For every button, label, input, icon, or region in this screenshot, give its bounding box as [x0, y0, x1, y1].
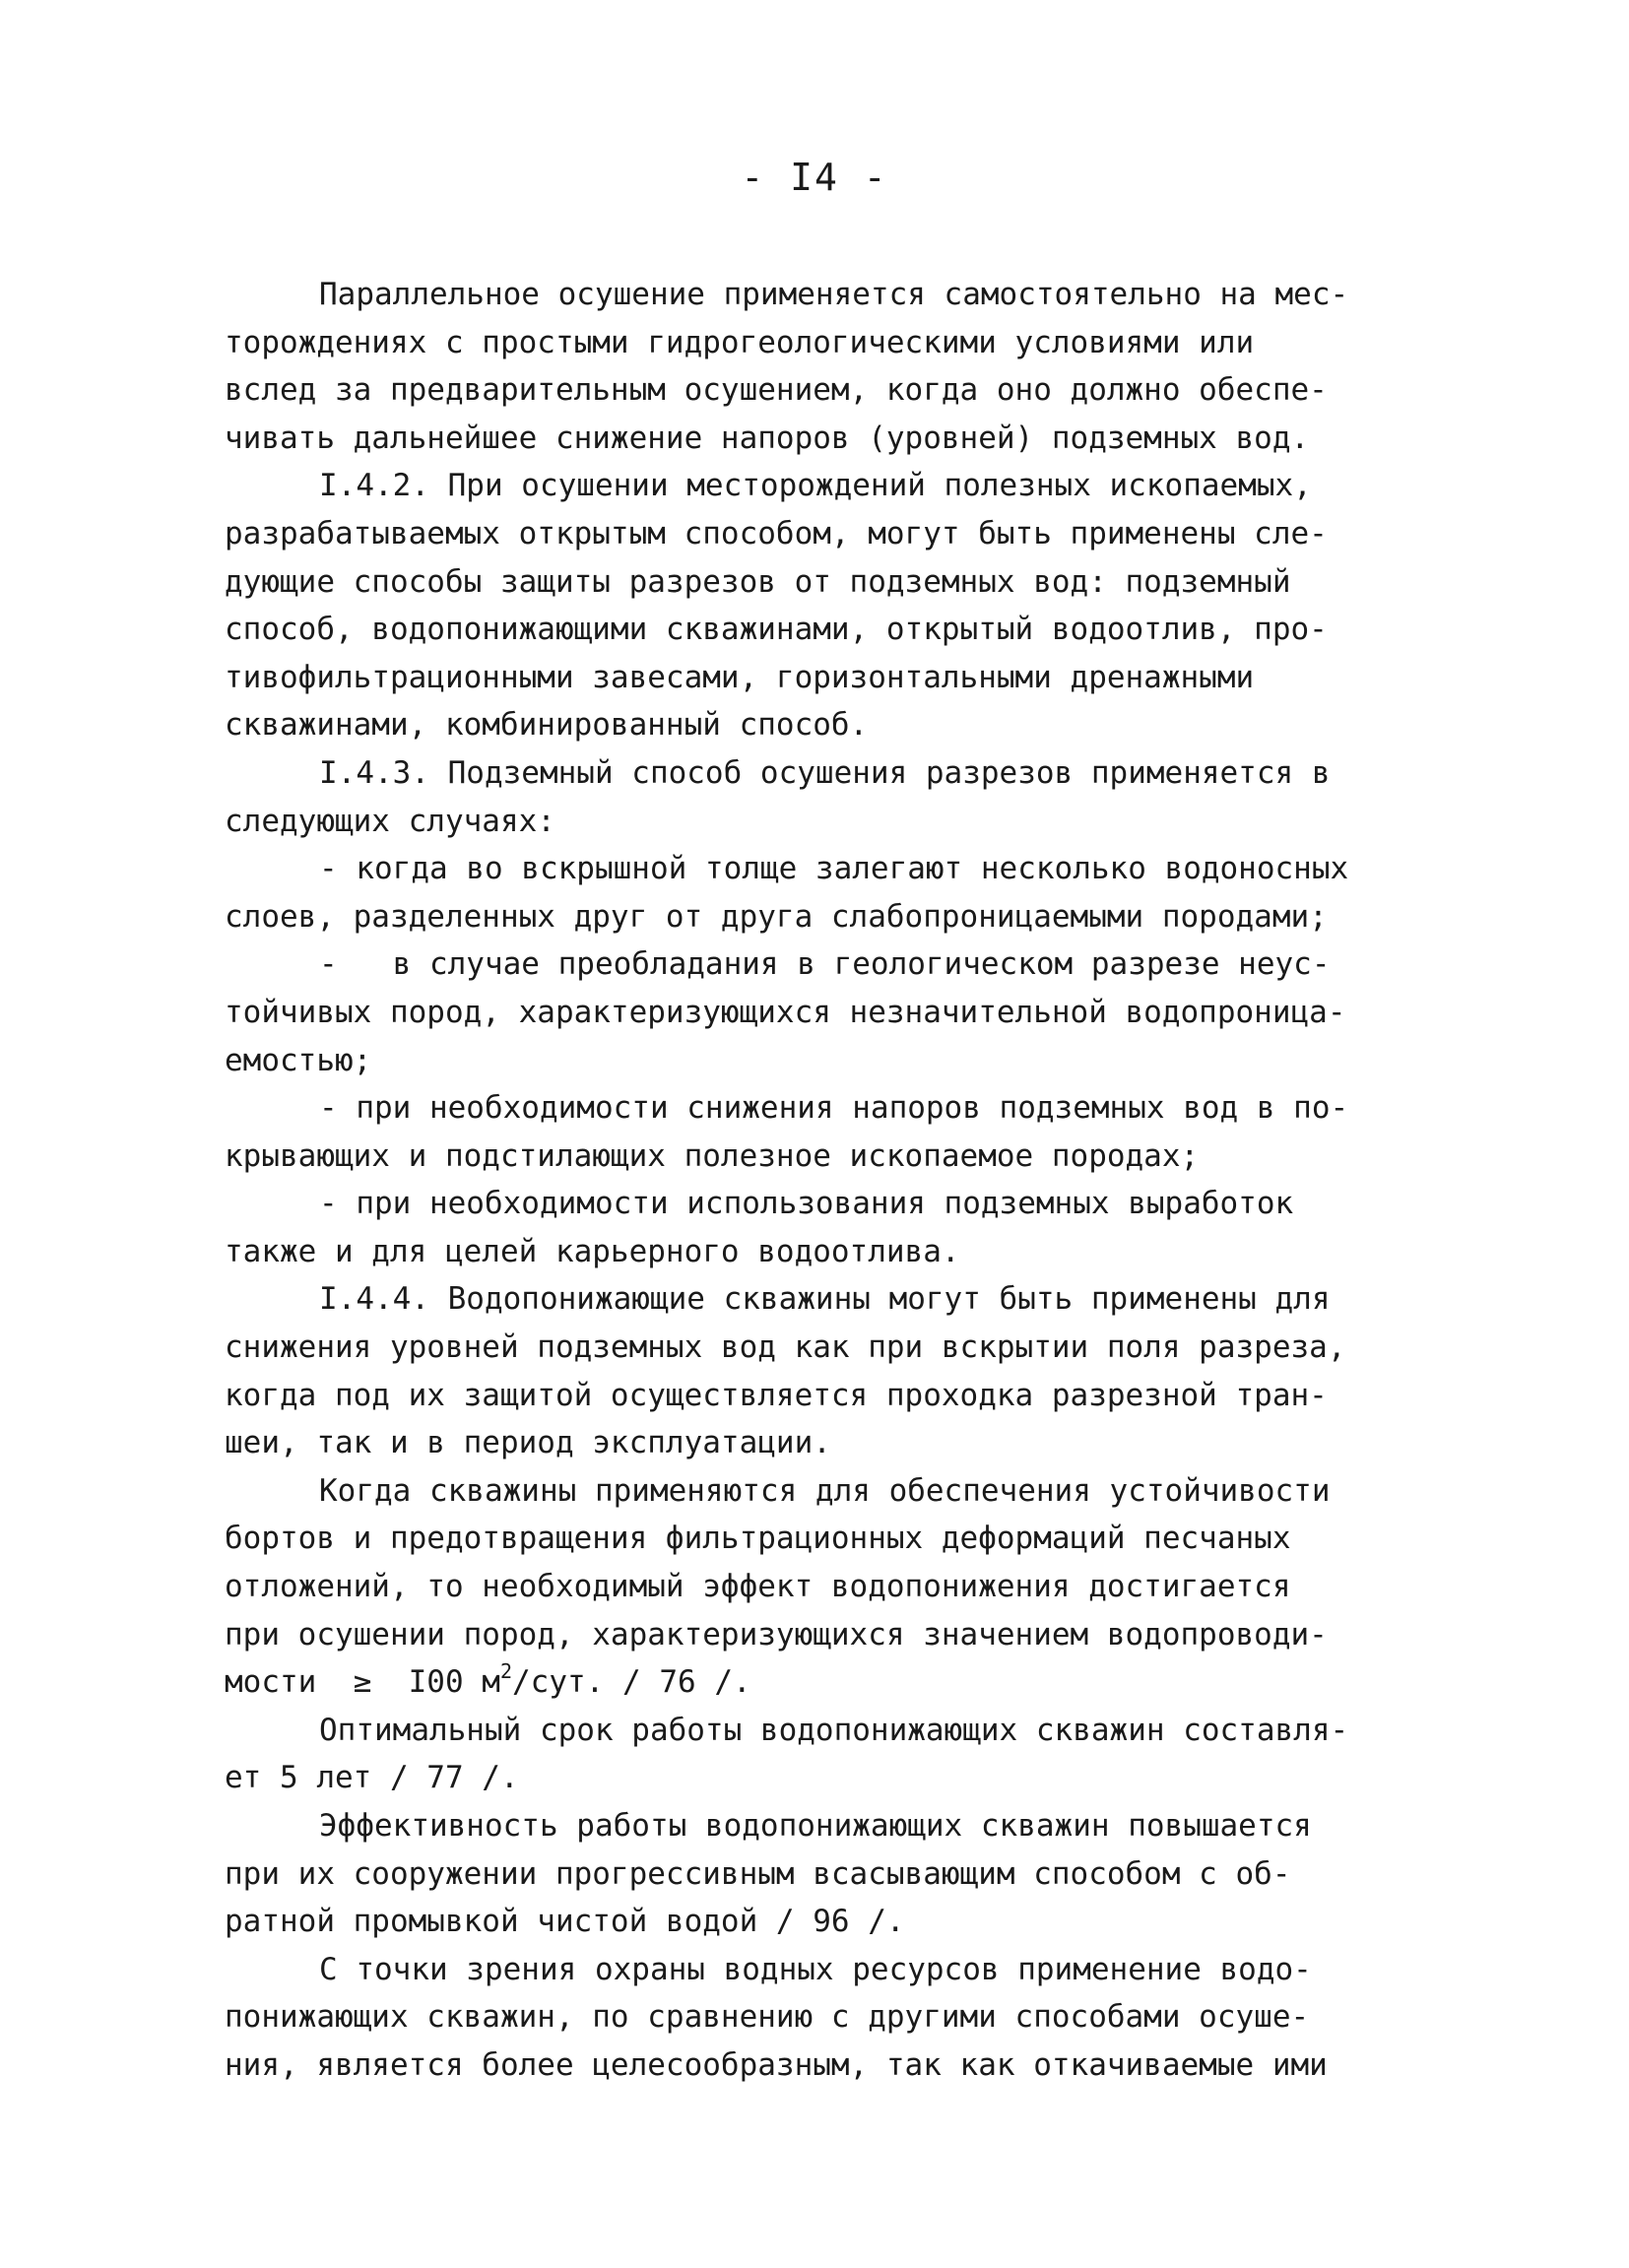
text-line: следующих случаях:	[225, 803, 555, 839]
text-line: крывающих и подстилающих полезное ископаемое породах;	[225, 1137, 1200, 1174]
text-line: при осушении пород, характеризующихся значением водопроводи-	[225, 1616, 1328, 1652]
text-line: ратной промывкой чистой водой / 96 /.	[225, 1904, 905, 1940]
body-text	[225, 271, 1416, 2090]
text-line: - в случае преобладания в геологическом разрезе неус-	[319, 946, 1331, 983]
text-line: бортов и предотвращения фильтрационных деформаций песчаных	[225, 1521, 1291, 1557]
text-line: ет 5 лет / 77 /.	[225, 1760, 519, 1796]
text-line: - при необходимости использования подземных выработок	[319, 1186, 1294, 1222]
text-line: - когда во вскрышной толще залегают несколько водоносных	[319, 851, 1349, 887]
text-line: торождениях с простыми гидрогеологическими условиями или	[225, 324, 1255, 360]
text-line: чивать дальнейшее снижение напоров (уровней) подземных вод.	[225, 420, 1310, 456]
text-line: Параллельное осушение применяется самостоятельно на мес-	[319, 277, 1349, 312]
text-line: когда под их защитой осуществляется проходка разрезной тран-	[225, 1377, 1328, 1413]
text-line-formula	[225, 1658, 1416, 1707]
text-line: при их сооружении прогрессивным всасывающим способом с об-	[225, 1855, 1291, 1892]
text-line: шеи, так и в период эксплуатации.	[225, 1425, 831, 1461]
text-line: дующие способы защиты разрезов от подземных вод: подземный	[225, 563, 1291, 600]
text-line: Когда скважины применяются для обеспечения устойчивости	[319, 1472, 1331, 1509]
formula-text-unit: /сут. / 76 /.	[512, 1664, 751, 1701]
text-line: С точки зрения охраны водных ресурсов применение водо-	[319, 1951, 1312, 1987]
text-line: тойчивых пород, характеризующихся незначительной водопроница-	[225, 994, 1346, 1030]
text-line: снижения уровней подземных вод как при вскрытии поля разреза,	[225, 1329, 1346, 1366]
text-line: емостью;	[225, 1042, 372, 1078]
text-line: тивофильтрационными завесами, горизонтальными дренажными	[225, 659, 1255, 695]
text-line: слоев, разделенных друг от друга слабопроницаемыми породами;	[225, 898, 1328, 935]
text-line: вслед за предварительным осушением, когда оно должно обеспе-	[225, 372, 1328, 409]
text-line: I.4.4. Водопонижающие скважины могут быть применены для	[319, 1281, 1331, 1318]
text-line: отложений, то необходимый эффект водопонижения достигается	[225, 1569, 1291, 1605]
text-line: Эффективность работы водопонижающих скважин повышается	[319, 1808, 1312, 1844]
text-line: - при необходимости снижения напоров подземных вод в по-	[319, 1090, 1349, 1127]
formula-text: мости ≥ I00 м	[225, 1664, 500, 1701]
text-line: ния, является более целесообразным, так как откачиваемые ими	[225, 2046, 1328, 2083]
superscript-exponent: 2	[499, 1659, 513, 1684]
text-line: разрабатываемых открытым способом, могут быть применены сле-	[225, 515, 1328, 551]
text-line: I.4.3. Подземный способ осушения разрезов применяется в	[319, 754, 1331, 791]
text-line: I.4.2. При осушении месторождений полезных ископаемых,	[319, 468, 1312, 504]
text-line: понижающих скважин, по сравнению с другими способами осуше-	[225, 1999, 1310, 2036]
page-number: - I4 -	[741, 156, 888, 199]
text-line: Оптимальный срок работы водопонижающих скважин составля-	[319, 1712, 1349, 1748]
text-line: также и для целей карьерного водоотлива.	[225, 1233, 960, 1269]
text-line: способ, водопонижающими скважинами, открытый водоотлив, про-	[225, 612, 1328, 648]
text-line: скважинами, комбинированный способ.	[225, 707, 869, 744]
